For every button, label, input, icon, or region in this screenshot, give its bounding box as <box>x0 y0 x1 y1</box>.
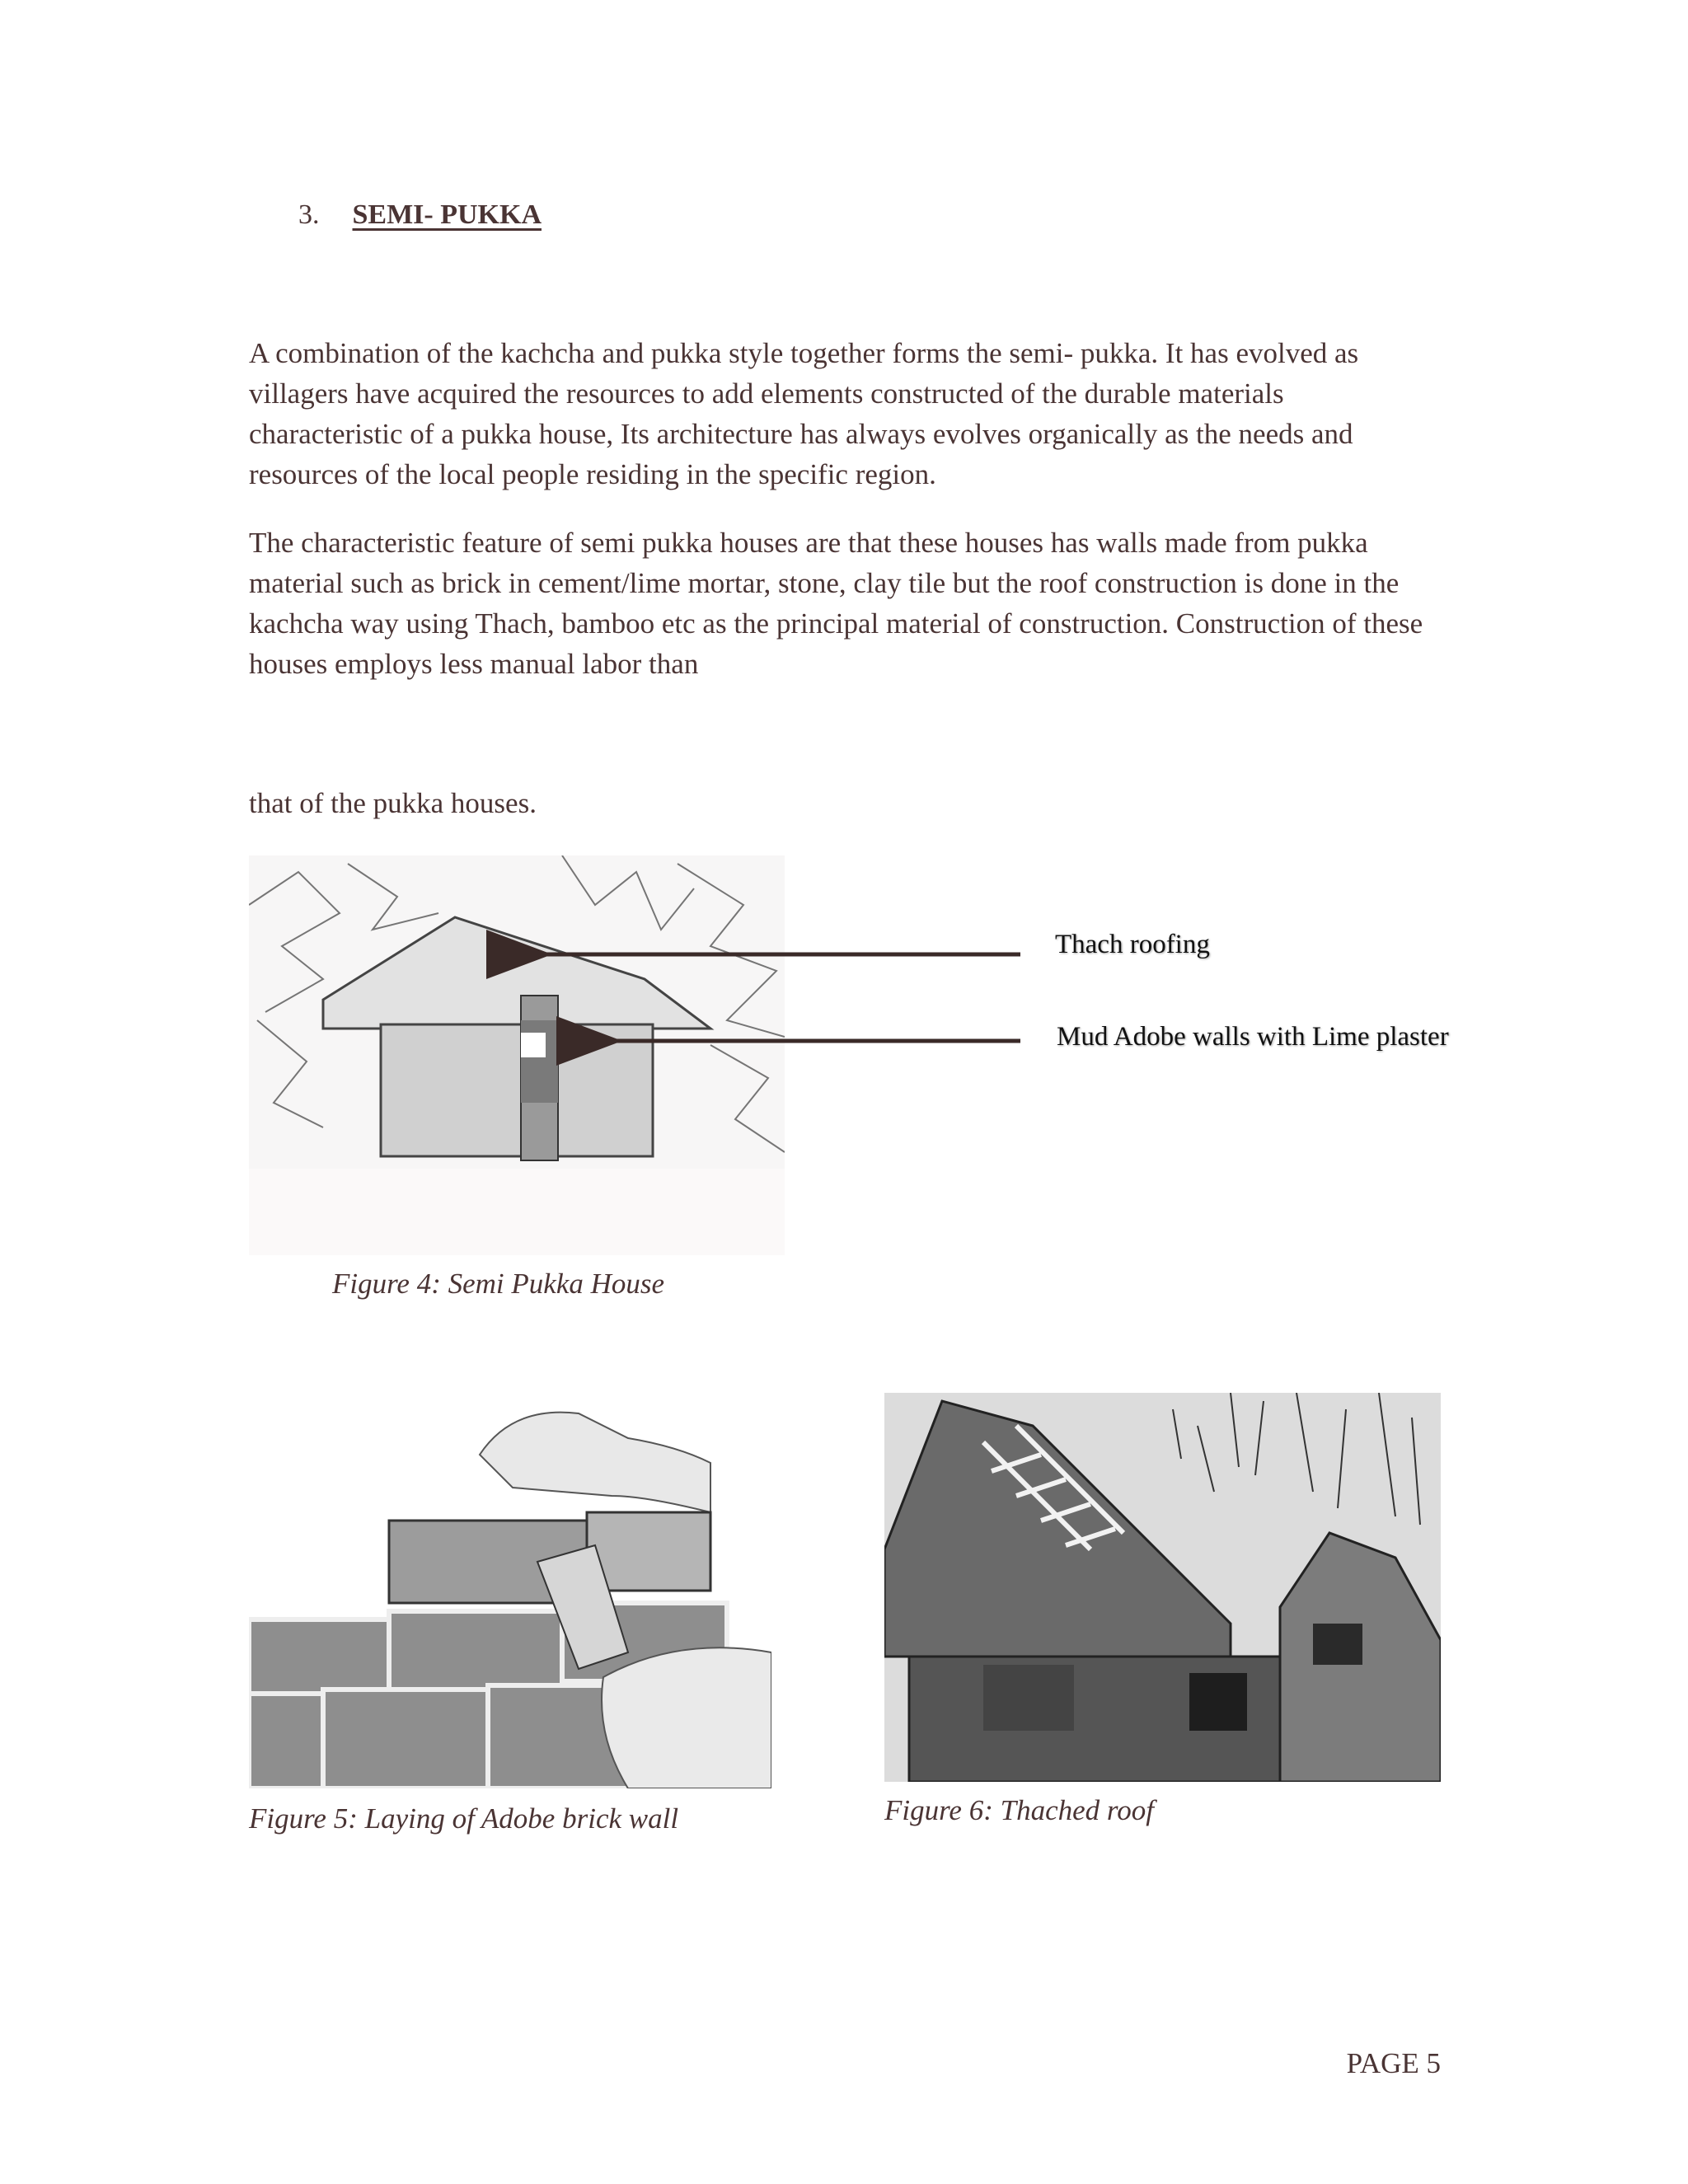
paragraph-continuation: that of the pukka houses. <box>249 787 537 819</box>
roof-annotation: Thach roofing <box>1055 930 1210 959</box>
section-heading <box>298 199 542 231</box>
paragraph-characteristics: The characteristic feature of semi pukka houses are that these houses has walls made from pukka material such as brick in cement/lime mortar, stone, clay tile but the roof construction is done in the kachcha way using Thach, bamboo etc as the principal material of construction. Construction of these houses employs less manual labor than <box>249 527 1423 680</box>
adobe-brick-wall-image <box>249 1405 771 1788</box>
semi-pukka-house-image <box>249 855 785 1255</box>
paragraph-intro: A combination of the kachcha and pukka style together forms the semi- pukka. It has evolved as villagers have acquired the resources to add elements constructed of the durable materials characteristic of a pukka house, Its architecture has always evolves organically as the needs and resources of the local people residing in the specific region. <box>249 337 1359 490</box>
section-title: SEMI- PUKKA <box>352 199 542 230</box>
figure-5-caption: Figure 5: Laying of Adobe brick wall <box>249 1802 679 1835</box>
figure-6-caption: Figure 6: Thached roof <box>884 1794 1154 1826</box>
thatched-roof-image <box>884 1393 1441 1782</box>
section-number: 3. <box>298 199 320 230</box>
page-number: PAGE 5 <box>1346 2047 1441 2079</box>
wall-annotation: Mud Adobe walls with Lime plaster <box>1057 1022 1449 1052</box>
figure-4-caption: Figure 4: Semi Pukka House <box>332 1268 665 1300</box>
